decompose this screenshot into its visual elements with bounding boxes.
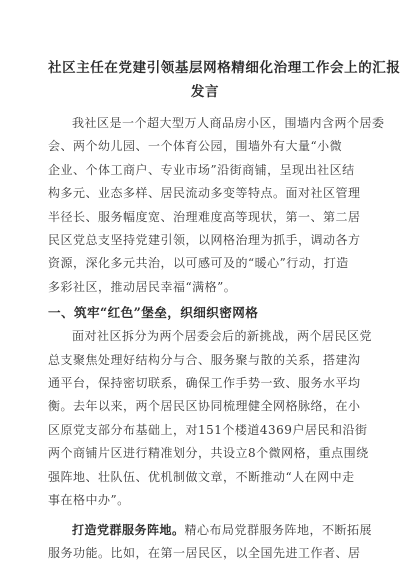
title-line: 发言: [190, 84, 220, 100]
paragraph-intro: [48, 112, 385, 299]
paragraph-line: 两个商铺片区进行精准划分，共设立8个微网格，重点围绕: [48, 446, 369, 461]
title-line: 社区主任在党建引领基层网格精细化治理工作会上的汇报: [48, 60, 401, 76]
paragraph-line: 会、两个幼儿园、一个体育公园，围墙外有大量“小微: [48, 139, 343, 154]
paragraph-line: 我社区是一个超大型万人商品房小区，围墙内含两个居委: [72, 116, 385, 130]
document-page: [48, 56, 401, 565]
paragraph-line: 总支聚焦处理好结构分与合、服务聚与散的关系，搭建沟: [48, 352, 361, 367]
paragraph-line: 强阵地、壮队伍、优机制做文章，不断推动“人在网中走: [48, 469, 355, 484]
paragraph-line: 多彩社区，推动居民幸福“满格”。: [48, 279, 237, 294]
paragraph-line: 事在格中办”。: [48, 493, 130, 508]
paragraph-line: 企业、个体工商户、专业市场”沿街商铺，呈现出社区结: [48, 162, 355, 177]
section-heading: 一、筑牢“红色”堡垒，织细织密网格: [48, 305, 259, 321]
paragraph-line: 衡。去年以来，两个居民区协同梳理健全网格脉络，在小: [48, 399, 361, 414]
paragraph-line: 民区党总支坚持党建引领，以网格治理为抓手，调动各方: [48, 233, 361, 248]
paragraph-service-positions: [48, 519, 373, 566]
paragraph-line: 服务功能。比如，在第一居民区，以全国先进工作者、居: [48, 545, 361, 560]
paragraph-line-rest: 精心布局党群服务阵地，不断拓展: [184, 522, 373, 537]
paragraph-line: 资源，深化多元共治，以可感可及的“暖心”行动，打造: [48, 256, 349, 271]
paragraph-line: 通平台，保持密切联系，确保工作手势一致、服务水平均: [48, 376, 361, 391]
paragraph-section-one: [48, 325, 373, 512]
paragraph-line: 半径长、服务幅度宽、治理难度高等现状，第一、第二居: [48, 209, 361, 224]
paragraph-line: 区原党支部分布基础上，对151个楼道4369户居民和沿街: [48, 422, 368, 437]
document-title: [48, 56, 401, 104]
paragraph-line: [48, 519, 373, 542]
paragraph-line: 面对社区拆分为两个居委会后的新挑战，两个居民区党: [72, 329, 373, 344]
subheading-lead: 打造党群服务阵地。: [72, 522, 185, 537]
paragraph-line: 构多元、业态多样、居民流动多变等特点。面对社区管理: [48, 186, 361, 201]
